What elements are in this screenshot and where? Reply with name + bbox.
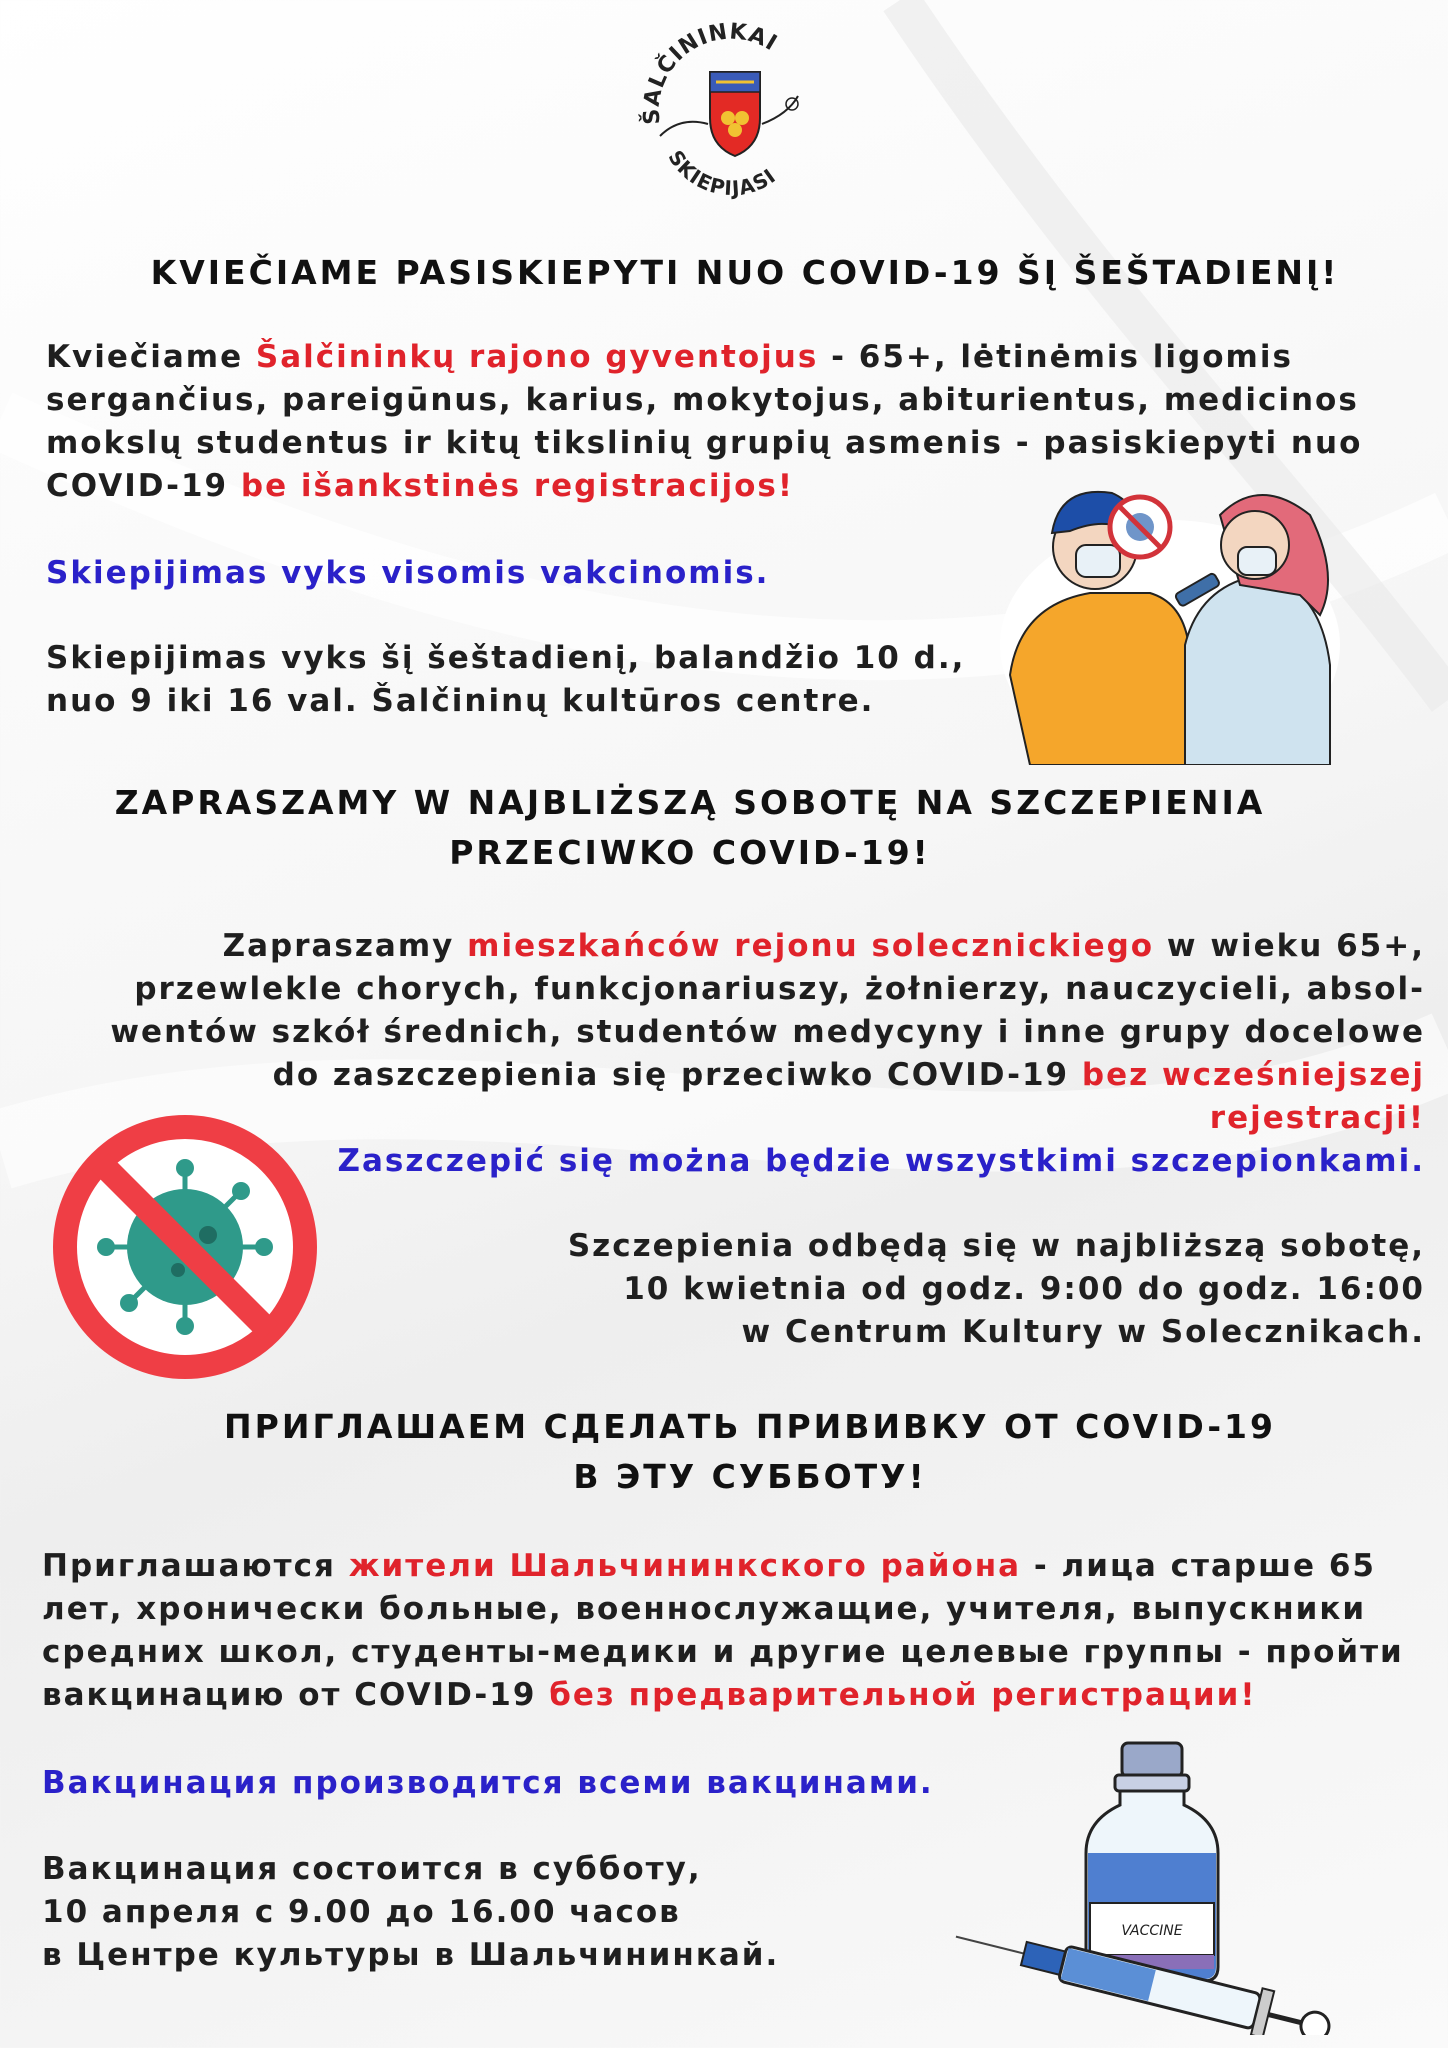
logo-top-text: ŠALČININKAI <box>639 19 782 126</box>
ru-heading: ПРИГЛАШАЕМ СДЕЛАТЬ ПРИВИВКУ ОТ COVID-19 В ЭТУ СУББОТУ! <box>224 1407 1276 1496</box>
logo-bottom-text: SKIEPIJASI <box>663 145 781 201</box>
lt-heading: KVIEČIAME PASISKIEPYTI NUO COVID-19 ŠĮ ŠEŠTADIENĮ! <box>150 253 1340 292</box>
lt-paragraph-2: Skiepijimas vyks visomis vakcinomis. <box>46 555 770 591</box>
vaccine-syringe-illustration <box>950 1735 1350 2035</box>
pl-paragraph-3: Szczepienia odbędą się w najbliższą sobotę, 10 kwietnia od godz. 9:00 do godz. 16:00 w Centrum Kultury w Solecznikach. <box>567 1228 1425 1350</box>
pl-paragraph-1: Zapraszamy mieszkańców rejonu solecznickiego w wieku 65+, przewlekle chorych, funkcjonariuszy, żołnierzy, nauczycieli, absol-wentów szkół średnich, studentów medycyny i inne grupy docelowe do zaszczepienia się przeciwko COVID-19 bez wcześniejszej rejestracji! <box>110 928 1425 1136</box>
vaccination-illustration <box>1000 475 1350 765</box>
ru-paragraph-3: Вакцинация состоится в субботу, 10 апреля с 9.00 до 16.00 часов в Центре культуры в Шальчининкай. <box>42 1851 780 1973</box>
svg-text:SKIEPIJASI <box>663 146 780 201</box>
ru-paragraph-1: Приглашаются жители Шальчининкского района - лица старше 65 лет, хронически больные, военнослужащие, учителя, выпускники средних школ, студенты-медики и другие целевые группы - пройти вакцинацию от COVID-19 без предварительной регистрации! <box>42 1548 1404 1713</box>
no-virus-icon <box>48 1110 323 1385</box>
vial-label: VACCINE <box>1121 1923 1183 1939</box>
pl-paragraph-2: Zaszczepić się można będzie wszystkimi szczepionkami. <box>337 1143 1425 1179</box>
salcininkai-logo <box>620 6 840 221</box>
pl-heading: ZAPRASZAMY W NAJBLIŻSZĄ SOBOTĘ NA SZCZEPIENIA PRZECIWKO COVID-19! <box>114 783 1266 872</box>
lt-paragraph-1: Kviečiame Šalčininkų rajono gyventojus - 65+, lėtinėmis ligomis sergančius, pareigūnus, karius, mokytojus, abiturientus, medicinos mokslų studentus ir kitų tikslinių grupių asmenis - pasiskiepyti nuo COVID-19 be išankstinės registracijos! <box>46 339 1363 504</box>
ru-paragraph-2: Вакцинация производится всеми вакцинами. <box>42 1765 934 1801</box>
lt-paragraph-3: Skiepijimas vyks šį šeštadienį, balandžio 10 d., nuo 9 iki 16 val. Šalčininų kultūros centre. <box>46 640 966 719</box>
